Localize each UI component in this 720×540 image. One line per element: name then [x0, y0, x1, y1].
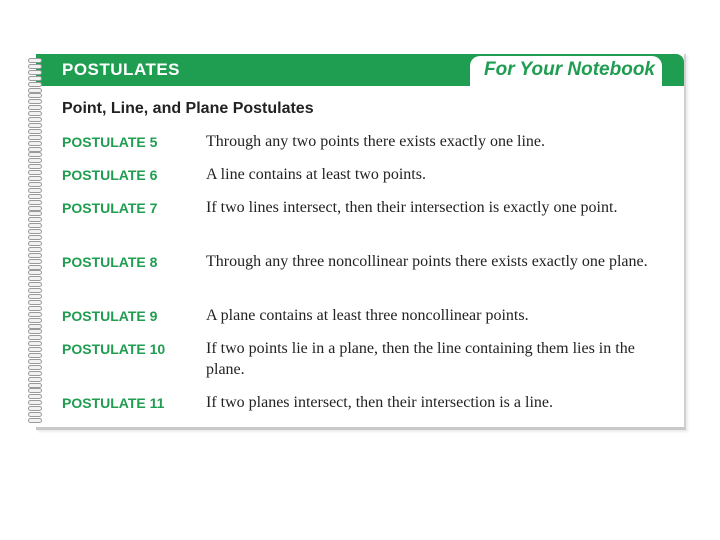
postulate-label: POSTULATE 9: [62, 308, 158, 324]
header-title: POSTULATES: [62, 60, 181, 79]
spiral-ring: [28, 82, 42, 87]
spiral-ring: [28, 235, 42, 240]
spiral-ring: [28, 365, 42, 370]
spiral-ring: [28, 88, 42, 93]
spiral-ring: [28, 265, 42, 270]
spiral-ring: [28, 312, 42, 317]
spiral-ring: [28, 253, 42, 258]
spiral-ring: [28, 217, 42, 222]
spiral-ring: [28, 259, 42, 264]
postulate-label: POSTULATE 11: [62, 395, 165, 411]
postulate-text: Through any two points there exists exactly one line.: [206, 133, 546, 150]
spiral-ring: [28, 282, 42, 287]
notebook-tab: [470, 56, 662, 86]
postulate-label: POSTULATE 7: [62, 200, 158, 216]
spiral-ring: [28, 394, 42, 399]
spiral-ring: [28, 206, 42, 211]
spiral-ring: [28, 223, 42, 228]
postulate-label: POSTULATE 8: [62, 254, 158, 270]
spiral-ring: [28, 93, 42, 98]
spiral-ring: [28, 141, 42, 146]
spiral-ring: [28, 306, 42, 311]
postulate-label: POSTULATE 6: [62, 167, 158, 183]
postulate-text: If two planes intersect, then their intersection is a line.: [206, 394, 553, 411]
spiral-ring: [28, 129, 42, 134]
spiral-ring: [28, 412, 42, 417]
spiral-ring: [28, 318, 42, 323]
spiral-ring: [28, 147, 42, 152]
spiral-ring: [28, 58, 42, 63]
spiral-ring: [28, 211, 42, 216]
postulate-text: If two points lie in a plane, then the line containing them lies in the plane.: [206, 340, 635, 378]
postulate-label: POSTULATE 5: [62, 134, 158, 150]
spiral-ring: [28, 170, 42, 175]
spiral-ring: [28, 200, 42, 205]
spiral-ring: [28, 64, 42, 69]
spiral-ring: [28, 406, 42, 411]
spiral-ring: [28, 341, 42, 346]
spiral-ring: [28, 324, 42, 329]
spiral-ring: [28, 294, 42, 299]
spiral-ring: [28, 158, 42, 163]
spiral-ring: [28, 182, 42, 187]
spiral-ring: [28, 353, 42, 358]
spiral-ring: [28, 99, 42, 104]
spiral-ring: [28, 400, 42, 405]
spiral-ring: [28, 229, 42, 234]
spiral-ring: [28, 388, 42, 393]
postulate-text: A plane contains at least three noncollinear points.: [206, 307, 529, 324]
notebook-panel: [36, 54, 686, 430]
postulate-label: POSTULATE 10: [62, 341, 166, 357]
tab-label: For Your Notebook: [484, 59, 655, 80]
spiral-ring: [28, 418, 42, 423]
spiral-ring: [28, 288, 42, 293]
spiral-ring: [28, 194, 42, 199]
section-title: Point, Line, and Plane Postulates: [62, 100, 314, 117]
spiral-ring: [28, 335, 42, 340]
spiral-ring: [28, 359, 42, 364]
spiral-ring: [28, 241, 42, 246]
spiral-ring: [28, 105, 42, 110]
spiral-ring: [28, 247, 42, 252]
spiral-ring: [28, 371, 42, 376]
postulate-text: A line contains at least two points.: [206, 166, 426, 183]
spiral-ring: [28, 383, 42, 388]
spiral-ring: [28, 70, 42, 75]
spiral-ring: [28, 188, 42, 193]
spiral-ring: [28, 270, 42, 275]
spiral-ring: [28, 347, 42, 352]
postulate-text: If two lines intersect, then their intersection is exactly one point.: [206, 199, 618, 216]
spiral-ring: [28, 152, 42, 157]
spiral-ring: [28, 164, 42, 169]
spiral-ring: [28, 111, 42, 116]
spiral-ring: [28, 176, 42, 181]
spiral-ring: [28, 300, 42, 305]
postulate-text: Through any three noncollinear points there exists exactly one plane.: [206, 253, 648, 270]
spiral-ring: [28, 377, 42, 382]
spiral-ring: [28, 76, 42, 81]
header-bar: [36, 54, 684, 86]
spiral-ring: [28, 117, 42, 122]
spiral-ring: [28, 123, 42, 128]
spiral-ring: [28, 276, 42, 281]
spiral-binding: [28, 58, 42, 426]
spiral-ring: [28, 329, 42, 334]
spiral-ring: [28, 135, 42, 140]
